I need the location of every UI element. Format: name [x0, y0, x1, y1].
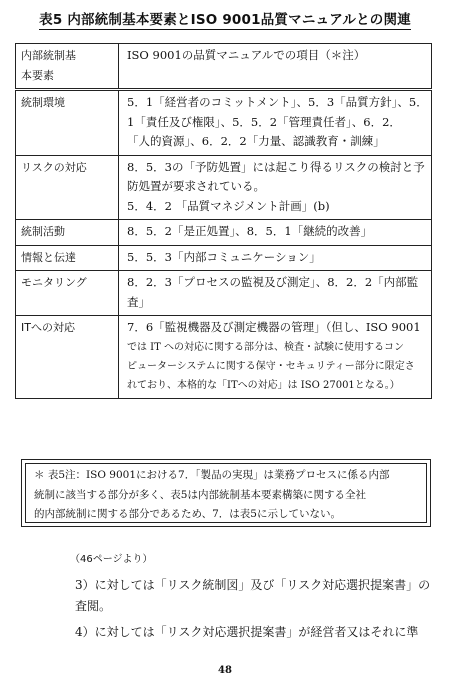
header-col1-line: 内部統制基: [21, 49, 76, 62]
table-caption: [0, 8, 450, 28]
body-text-line: 査閲。: [75, 599, 112, 613]
row-line: 査」: [127, 294, 150, 309]
header-cell-element: [16, 44, 119, 90]
row-content: [119, 316, 432, 399]
table-row: [16, 220, 432, 246]
table-row: [16, 316, 432, 399]
table-title: 表5 内部統制基本要素とISO 9001品質マニュアルとの関連: [39, 12, 411, 28]
relation-table: [15, 43, 432, 399]
body-text-line: 3）に対しては「リスク統制図」及び「リスク対応選択提案書」の: [75, 578, 431, 592]
table-row: [16, 245, 432, 271]
row-line: 5．4．2 「品質マネジメント計画」(b): [127, 198, 330, 213]
row-line: 5．5．3「内部コミュニケーション」: [127, 249, 321, 264]
row-line: 「人的資源」、6．2．2「力量、認識教育・訓練」: [127, 134, 385, 148]
row-label: モニタリング: [16, 271, 119, 316]
row-content: [119, 155, 432, 220]
row-label: 情報と伝達: [16, 245, 119, 271]
row-line: 7．6「監視機器及び測定機器の管理」（但し、ISO 9001: [127, 320, 421, 334]
table-header-row: [16, 44, 432, 90]
row-line: 8．5．2「是正処置」、8．5．1「継続的改善」: [127, 224, 373, 238]
row-line: では IT への対応に関する部分は、検査・試験に使用するコン: [127, 341, 404, 353]
body-text-line: 4）に対しては「リスク対応選択提案書」が経営者又はそれに準: [75, 625, 419, 639]
header-col2-text: ISO 9001の品質マニュアルでの項目（＊注）: [127, 48, 366, 62]
row-label: リスクの対応: [16, 155, 119, 220]
note-line: 的内部統制に関する部分であるため、7．は表5に示していない。: [34, 508, 341, 520]
table-row: [16, 271, 432, 316]
row-label: ITへの対応: [16, 316, 119, 399]
row-line: 8．5．3の「予防処置」には起こり得るリスクの検討と予: [127, 159, 425, 174]
page-reference: （46ページより）: [70, 554, 153, 565]
row-line: れており、本格的な「ITへの対応」は ISO 27001となる。）: [127, 379, 400, 391]
table-note: [25, 463, 427, 523]
row-content: [119, 245, 432, 271]
row-label: 統制環境: [16, 90, 119, 156]
page-number: 48: [218, 665, 232, 676]
table-row: [16, 155, 432, 220]
row-line: 1「責任及び権限」、5．5．2「管理責任者」、6．2．: [127, 114, 401, 129]
note-line: ＊ 表5注：ISO 9001における7．「製品の実現」は業務プロセスに係る内部: [34, 469, 390, 481]
row-content: [119, 220, 432, 246]
row-line: 防処置が要求されている。: [127, 179, 265, 193]
row-line: ピューターシステムに関する保守・セキュリティー部分に限定さ: [127, 360, 415, 372]
row-content: [119, 90, 432, 156]
row-label: 統制活動: [16, 220, 119, 246]
table-note-box: [21, 459, 431, 527]
note-line: 統制に該当する部分が多く、表5は内部統制基本要素構築に関する全社: [34, 488, 366, 501]
row-content: [119, 271, 432, 316]
header-col1-line: 本要素: [21, 68, 54, 82]
header-cell-iso: [119, 44, 432, 90]
row-line: 5．1「経営者のコミットメント」、5．3「品質方針」、5．: [127, 95, 428, 109]
table-row: [16, 90, 432, 156]
row-line: 8．2．3「プロセスの監視及び測定」、8．2．2「内部監: [127, 275, 419, 289]
